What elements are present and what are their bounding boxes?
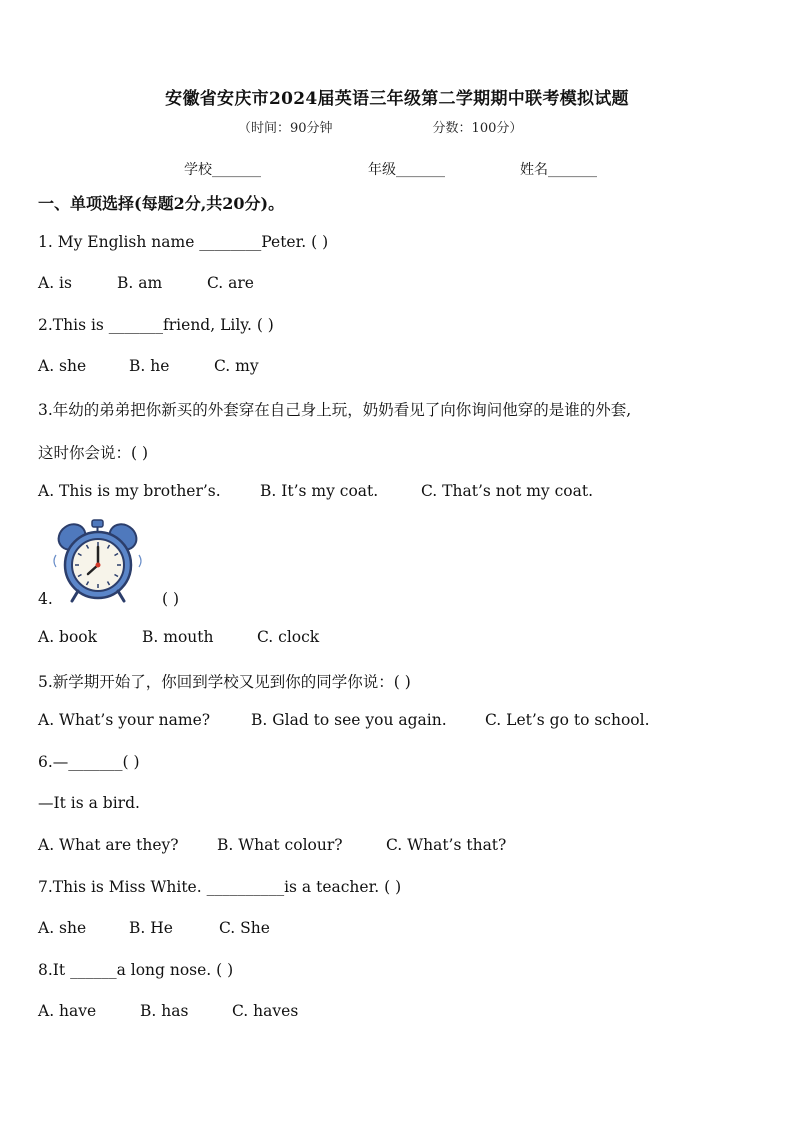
grade-field[interactable]: 年级_______	[368, 162, 445, 178]
alarm-clock-image	[50, 515, 145, 607]
question-2-stem: 2.This is _______friend, Lily. ( )	[38, 316, 274, 334]
question-1-stem: 1. My English name ________Peter. ( )	[38, 233, 329, 251]
question-3-stem-cont: 这时你会说：( )	[38, 444, 149, 462]
exam-time: （时间：90分钟	[238, 121, 333, 136]
option-b[interactable]: B. am	[117, 274, 163, 292]
question-1-options	[38, 274, 254, 292]
option-c[interactable]: C. That’s not my coat.	[421, 482, 594, 500]
option-b[interactable]: B. he	[129, 357, 170, 375]
question-4-answer-blank: ( )	[162, 590, 180, 608]
option-c[interactable]: C. What’s that?	[386, 836, 507, 854]
question-8-options	[38, 1002, 298, 1020]
question-7-options	[38, 919, 270, 937]
option-b[interactable]: B. has	[140, 1002, 189, 1020]
question-3-options	[38, 482, 593, 500]
question-3-stem: 3.年幼的弟弟把你新买的外套穿在自己身上玩，奶奶看见了向你询问他穿的是谁的外套,	[38, 401, 632, 419]
option-a[interactable]: A. book	[38, 628, 98, 646]
section-heading: 一、单项选择(每题2分,共20分)。	[38, 194, 285, 213]
option-c[interactable]: C. are	[207, 274, 254, 292]
question-4-number: 4.	[38, 590, 53, 608]
option-c[interactable]: C. haves	[232, 1002, 299, 1020]
option-a[interactable]: A. is	[38, 274, 72, 292]
option-b[interactable]: B. What colour?	[217, 836, 343, 854]
question-6-stem: 6.—_______( )	[38, 753, 140, 771]
exam-score: 分数：100分）	[432, 121, 523, 136]
option-c[interactable]: C. my	[214, 357, 259, 375]
question-7-stem: 7.This is Miss White. __________is a teacher. ( )	[38, 878, 402, 896]
option-a[interactable]: A. she	[38, 919, 87, 937]
question-6-response: —It is a bird.	[38, 794, 140, 812]
option-c[interactable]: C. Let’s go to school.	[485, 711, 650, 729]
name-field[interactable]: 姓名_______	[520, 162, 597, 178]
option-a[interactable]: A. What are they?	[38, 836, 179, 854]
option-a[interactable]: A. she	[38, 357, 87, 375]
option-b[interactable]: B. He	[129, 919, 173, 937]
option-b[interactable]: B. Glad to see you again.	[251, 711, 447, 729]
option-c[interactable]: C. clock	[257, 628, 320, 646]
question-5-stem: 5.新学期开始了，你回到学校又见到你的同学你说：( )	[38, 673, 411, 691]
option-a[interactable]: A. What’s your name?	[38, 711, 211, 729]
exam-info	[238, 117, 522, 136]
page-title: 安徽省安庆市2024届英语三年级第二学期期中联考模拟试题	[165, 89, 629, 109]
question-2-options	[38, 357, 259, 375]
option-c[interactable]: C. She	[219, 919, 270, 937]
option-a[interactable]: A. This is my brother’s.	[38, 482, 221, 500]
question-4-options	[38, 628, 319, 646]
question-6-options	[38, 836, 506, 854]
option-b[interactable]: B. It’s my coat.	[260, 482, 379, 500]
school-field[interactable]: 学校_______	[184, 162, 261, 178]
question-8-stem: 8.It ______a long nose. ( )	[38, 961, 234, 979]
option-a[interactable]: A. have	[38, 1002, 97, 1020]
question-5-options	[38, 711, 650, 729]
option-b[interactable]: B. mouth	[142, 628, 214, 646]
